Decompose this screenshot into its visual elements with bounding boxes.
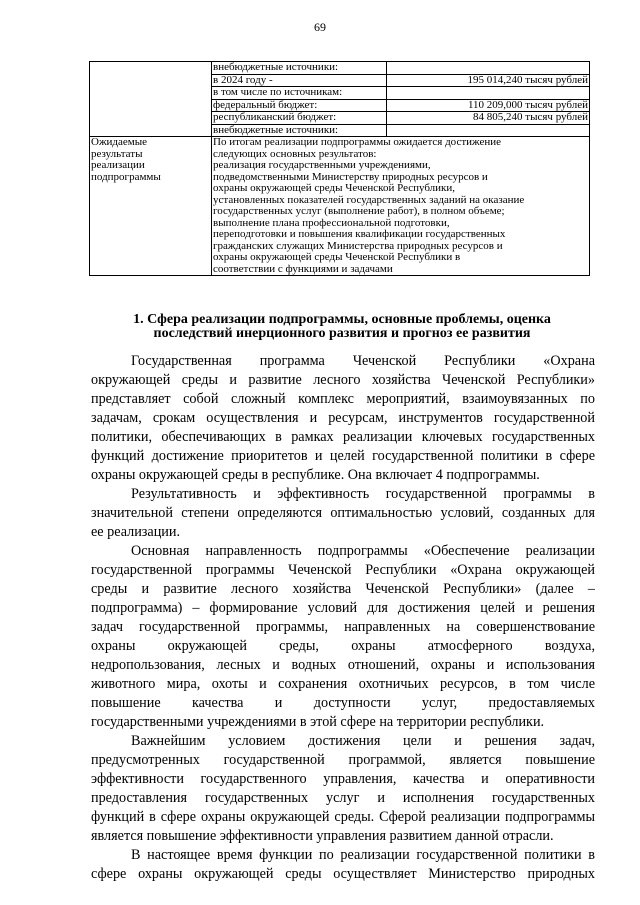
paragraph-line: государственной программы Чеченской Республики «Охрана окружающей xyxy=(91,562,595,578)
source-label: в 2024 году - xyxy=(212,74,387,87)
result-line: соответствии с функциями и задачами xyxy=(213,263,393,275)
result-line: следующих основных результатов: xyxy=(213,148,377,160)
paragraph-line: представляет собой сложный комплекс мероприятий, взаимоувязанных по xyxy=(91,391,595,407)
label-line: подпрограммы xyxy=(91,171,161,183)
amount-value xyxy=(387,62,590,75)
paragraph-line: охраны окружающей среды в республике. Она включает 4 подпрограммы. xyxy=(91,467,540,483)
body-paragraph xyxy=(91,846,595,884)
label-line: Ожидаемые xyxy=(91,137,148,148)
expected-results-row xyxy=(90,137,590,276)
paragraph-line: недропользования, лесных и водных отношений, охраны и использования xyxy=(91,657,595,673)
paragraph-line: политики, обеспечивающих в рамках реализации ключевых государственных xyxy=(91,429,595,445)
page-number: 69 xyxy=(314,20,326,34)
result-line: реализация государственными учреждениями, xyxy=(213,160,431,171)
result-line: подведомственными Министерству природных ресурсов и xyxy=(213,171,488,183)
paragraph-line: эффективности государственного управления, качества и оперативности xyxy=(91,771,595,787)
paragraph-line: животного мира, охоты и сохранения охотничьих ресурсов, в том числе xyxy=(91,676,595,692)
paragraph-line: функций в сфере охраны окружающей среды. Сферой реализации подпрограммы xyxy=(91,809,595,825)
paragraph-line: повышение качества и доступности услуг, предоставляемых xyxy=(91,695,595,711)
row-label-cell xyxy=(90,62,212,137)
source-label: республиканский бюджет: xyxy=(212,112,387,125)
paragraph-line: предусмотренных государственной программой, является повышение xyxy=(91,752,595,768)
result-line: охраны окружающей среды Чеченской Республики в xyxy=(213,252,461,263)
result-line: переподготовки и повышения квалификации государственных xyxy=(213,229,506,240)
paragraph-line: предоставления государственных услуг и исполнения государственных xyxy=(91,790,595,806)
body-paragraph xyxy=(91,732,595,846)
paragraph-line: охраны окружающей среды, охраны атмосферного воздуха, xyxy=(91,638,595,654)
passport-table xyxy=(89,61,590,276)
paragraph-line: Результативность и эффективность государственной программы в xyxy=(131,486,595,502)
amount-value xyxy=(387,124,590,137)
label-line: реализации xyxy=(91,160,145,171)
result-line: государственных услуг (выполнение работ), в полном объеме; xyxy=(213,206,505,217)
source-label: в том числе по источникам: xyxy=(212,87,387,100)
body-paragraph xyxy=(91,352,595,485)
paragraph-line: значительной степени определяются оптимальностью условий, созданных для xyxy=(91,505,595,521)
source-label: внебюджетные источники: xyxy=(212,62,387,75)
paragraph-line: задачам, срокам осуществления и ресурсам, инструментов государственной xyxy=(91,410,595,426)
paragraph-line: Государственная программа Чеченской Республики «Охрана xyxy=(131,353,595,369)
expected-results-label xyxy=(90,137,212,276)
amount-value xyxy=(387,87,590,100)
section-heading-line: последствий инерционного развития и прогноз ее развития xyxy=(153,326,531,341)
body-paragraph xyxy=(91,542,595,732)
paragraph-line: задач государственной программы, направленных на совершенствование xyxy=(91,619,595,635)
table-row xyxy=(90,62,590,75)
expected-results-text xyxy=(212,137,590,276)
section-body xyxy=(91,352,595,884)
source-label: федеральный бюджет: xyxy=(212,99,387,112)
section-heading xyxy=(92,313,592,341)
section-heading-line: 1. Сфера реализации подпрограммы, основные проблемы, оценка xyxy=(133,312,551,327)
paragraph-line: Основная направленность подпрограммы «Обеспечение реализации xyxy=(131,543,595,559)
paragraph-line: является повышение эффективности управления развитием данной отрасли. xyxy=(91,828,554,844)
result-line: установленных показателей государственных заданий на оказание xyxy=(213,194,525,206)
body-paragraph xyxy=(91,485,595,542)
paragraph-line: Важнейшим условием достижения цели и решения задач, xyxy=(131,733,595,749)
result-line: охраны окружающей среды Чеченской Республики, xyxy=(213,183,456,194)
result-line: По итогам реализации подпрограммы ожидается достижение xyxy=(213,137,502,148)
paragraph-line: среды и развитие лесного хозяйства Чеченской Республики» (далее – xyxy=(91,581,595,597)
result-line: гражданских служащих Министерства природных ресурсов и xyxy=(213,240,503,252)
source-label: внебюджетные источники: xyxy=(212,124,387,137)
amount-value: 84 805,240 тысяч рублей xyxy=(387,112,590,125)
paragraph-line: окружающей среды и развитие лесного хозяйства Чеченской Республики» xyxy=(91,372,595,388)
paragraph-line: функций достижение приоритетов и целей государственной политики в сфере xyxy=(91,448,595,464)
paragraph-line: подпрограмма) – формирование условий для достижения целей и решения xyxy=(91,600,595,616)
amount-value: 110 209,000 тысяч рублей xyxy=(387,99,590,112)
paragraph-line: В настоящее время функции по реализации государственной политики в xyxy=(131,847,595,863)
result-line: выполнение плана профессиональной подготовки, xyxy=(213,217,450,229)
label-line: результаты xyxy=(91,148,143,160)
paragraph-line: государственными учреждениями в этой сфере на территории республики. xyxy=(91,714,545,730)
paragraph-line: ее реализации. xyxy=(91,524,181,540)
amount-value: 195 014,240 тысяч рублей xyxy=(387,74,590,87)
paragraph-line: сфере охраны окружающей среды осуществляет Министерство природных xyxy=(91,866,595,882)
